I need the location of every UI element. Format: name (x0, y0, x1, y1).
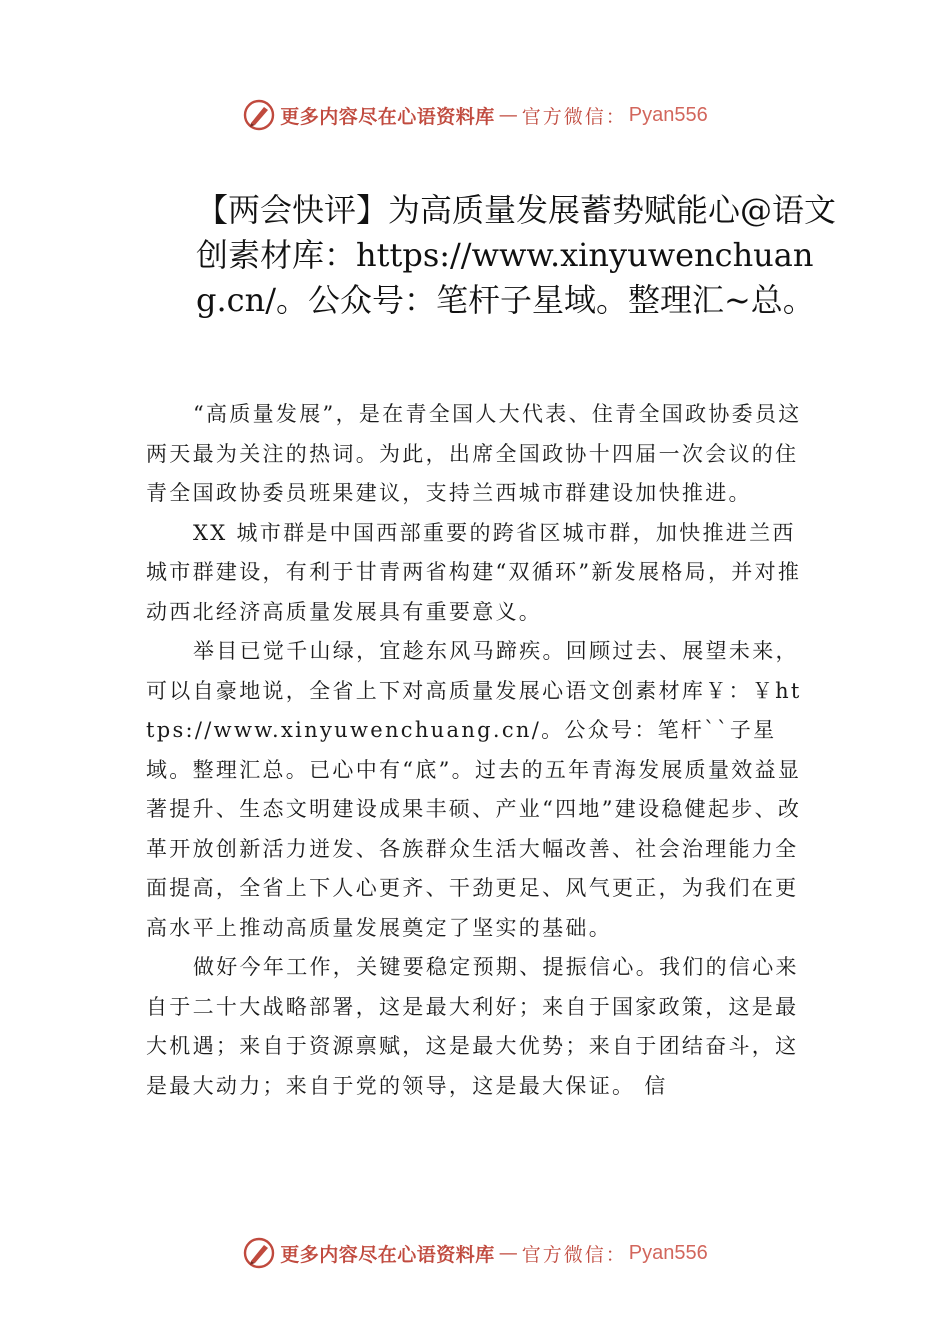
banner-wechat-id: Pyan556 (628, 103, 708, 126)
banner-official-label: 官方微信： (521, 1243, 627, 1266)
paragraph: “高质量发展”，是在青全国人大代表、住青全国政协委员这两天最为关注的热词。为此，出席全国政协十四届一次会议的住青全国政协委员班果建议，支持兰西城市群建设加快推进。 (146, 402, 802, 505)
pen-logo-icon (242, 1236, 276, 1270)
banner-brand-text: 更多内容尽在心语资料库 (280, 1243, 495, 1266)
banner-wechat-id: Pyan556 (628, 1241, 708, 1264)
banner-dash: — (498, 104, 518, 126)
paragraph: XX 城市群是中国西部重要的跨省区城市群，加快推进兰西城市群建设，有利于甘青两省构建“双循环”新发展格局，并对推动西北经济高质量发展具有重要意义。 (146, 520, 802, 624)
banner-official-label: 官方微信： (521, 105, 627, 128)
banner-brand-text: 更多内容尽在心语资料库 (280, 105, 495, 128)
footer-banner (0, 1233, 950, 1273)
paragraph: 做好今年工作，关键要稳定预期、提振信心。我们的信心来自于二十大战略部署，这是最大利好；来自于国家政策，这是最大机遇；来自于资源禀赋，这是最大优势；来自于团结奋斗，这是最大动力；来自于党的领导，这是最大保证。 信 (146, 955, 799, 1098)
document-title: 【两会快评】为高质量发展蓄势赋能心@语文创素材库：https://www.xinyuwenchuang.cn/。公众号：笔杆子星域。整理汇~总。 (196, 191, 837, 319)
header-banner (0, 95, 950, 135)
pen-logo-icon (242, 98, 276, 132)
paragraph: 举目已觉千山绿，宜趁东风马蹄疾。回顾过去、展望未来，可以自豪地说，全省上下对高质量发展心语文创素材库￥：￥https://www.xinyuwenchuang.cn/。公众号：笔杆``子星域。整理汇总。已心中有“底”。过去的五年青海发展质量效益显著提升、生态文明建设成果丰硕、产业“四地”建设稳健起步、改革开放创新活力迸发、各族群众生活大幅改善、社会治理能力全面提高，全省上下人心更齐、干劲更足、风气更正，为我们在更高水平上推动高质量发展奠定了坚实的基础。 (146, 639, 802, 940)
banner-dash: — (498, 1242, 518, 1264)
document-body (146, 395, 810, 1106)
